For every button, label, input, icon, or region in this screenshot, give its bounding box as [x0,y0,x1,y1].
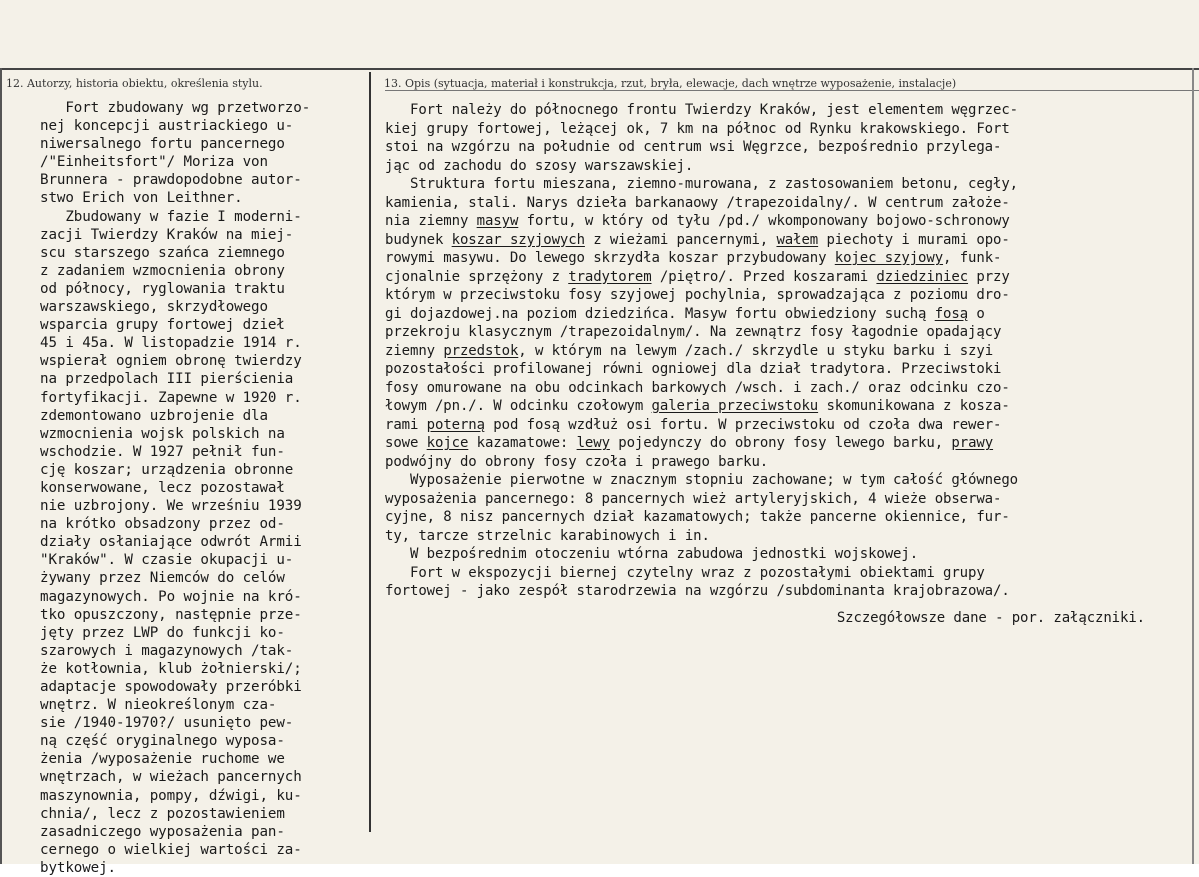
description-line [385,397,1185,416]
text-segment: stoi na wzgórzu na południe od centrum wsi Węgrzce, bezpośrednio przylega- [385,139,1002,155]
text-segment: wyposażenia pancernego: 8 pancernych wież artyleryjskich, 4 wieże obserwa- [385,490,1002,507]
text-segment: nia ziemny [385,213,477,229]
right-border [1192,68,1194,864]
text-segment: cyjne, 8 nisz pancernych dział kazamatowych; także pancerne okiennice, fur- [385,509,1010,525]
history-line: wnętrzach, w wieżach pancernych [40,769,302,786]
text-segment: jąc od zachodu do szosy warszawskiej. [385,157,694,174]
history-line: żywany przez Niemców do celów [40,570,285,587]
description-column [385,101,1185,627]
description-line [385,342,1185,361]
left-border [0,68,2,864]
text-segment: fortowej - jako zespół starodrzewia na wzgórzu /subdominanta krajobrazowa/. [385,583,1010,599]
text-segment: z wieżami pancernymi, [584,231,777,248]
text-segment: łowym /pn./. W odcinku czołowym [385,398,652,414]
text-segment: sowe [385,435,427,451]
text-segment: pojedynczy do obrony fosy lewego barku, [609,435,952,451]
text-segment: Fort należy do północnego frontu Twierdzy Kraków, jest elementem węgrzec- [385,102,1018,118]
text-segment: cjonalnie sprzężony z [385,268,569,285]
history-line: niwersalnego fortu pancernego [40,136,285,153]
text-segment: fortu, w który od tyłu /pd./ wkomponowany bojowo-schronowy [518,213,1010,229]
description-line [385,323,1185,342]
underlined-term: tradytorem [568,268,652,285]
history-line: zdemontowano uzbrojenie dla [40,407,268,424]
history-line: fortyfikacji. Zapewne w 1920 r. [40,389,302,406]
history-line: stwo Erich von Leithner. [40,190,243,207]
history-line: "Kraków". W czasie okupacji u- [40,552,294,569]
text-segment: pozostałości profilowanej równi ogniowej dla dział tradytora. Przeciwstoki [385,361,1002,377]
text-segment: ty, tarcze strzelnic karabinowych i in. [385,527,710,544]
history-line: wschodzie. W 1927 pełnił fun- [40,443,285,460]
text-segment: kazamatowe: [468,435,577,451]
history-column [40,99,368,877]
text-segment: , w którym na lewym /zach./ skrzydle u styku barku i szyi [518,342,994,359]
history-line: od północy, ryglowania traktu [40,280,285,297]
history-line: bytkowej. [40,859,116,876]
description-line [385,175,1185,194]
column-divider [369,72,371,832]
history-line: na przedpolach III pierścienia [40,371,294,388]
history-line: nej koncepcji austriackiego u- [40,118,294,135]
text-segment: skomunikowana z kosza- [818,398,1010,414]
text-segment: pod fosą wzdłuż osi fortu. W przeciwstoku od czoła dwa rewer- [484,416,1002,433]
history-line: maszynownia, pompy, dźwigi, ku- [40,787,302,804]
text-segment: fosy omurowane na obu odcinkach barkowych /wsch. i zach./ oraz odcinku czo- [385,379,1010,396]
underlined-term: kojec szyjowy [834,250,944,266]
text-segment: ziemny [385,342,444,359]
text-segment: /piętro/. Przed koszarami [651,268,877,285]
history-line: adaptacje spowodowały przeróbki [40,679,302,695]
references-note: Szczegółowsze dane - por. załączniki. [836,609,1145,626]
text-segment: rami [385,416,427,433]
description-line [385,582,1185,601]
history-line: zasadniczego wyposażenia pan- [40,823,285,840]
history-line: wzmocnienia wojsk polskich na [40,425,285,442]
text-segment: kiej grupy fortowej, leżącej ok, 7 km na północ od Rynku krakowskiego. Fort [385,120,1010,137]
text-segment: Fort w ekspozycji biernej czytelny wraz z pozostałymi obiektami grupy [385,564,985,581]
description-line [385,212,1185,231]
description-line [385,305,1185,324]
description-line [385,416,1185,435]
history-line: wspierał ogniem obronę twierdzy [40,353,302,370]
text-segment: przy [968,268,1010,285]
text-segment: kamienia, stali. Narys dzieła barkanaowy /trapezoidalny/. W centrum założe- [385,194,1010,211]
description-line [385,564,1185,583]
history-line: wnętrz. W nieokreślonym cza- [40,697,277,714]
description-line [385,120,1185,139]
underlined-term: dziedziniec [876,268,969,285]
history-line: 45 i 45a. W listopadzie 1914 r. [40,335,302,352]
section-12-header: 12. Autorzy, historia obiektu, określenia stylu. [6,77,263,90]
underlined-term: wałem [776,231,819,248]
text-segment: podwójny do obrony fosy czoła i prawego barku. [385,453,769,470]
history-line: Brunnera - prawdopodobne autor- [40,172,302,189]
description-line [385,101,1185,120]
history-line: warszawskiego, skrzydłowego [40,299,268,316]
description-line [385,138,1185,157]
description-line [385,508,1185,527]
underlined-term: poterną [426,416,485,433]
description-line [385,360,1185,379]
right-header-rule [385,90,1199,91]
history-line: że kotłownia, klub żołnierski/; [40,660,302,677]
history-line: Zbudowany w fazie I moderni- [40,208,302,225]
description-line [385,157,1185,176]
history-line: Fort zbudowany wg przetworzo- [40,100,311,116]
history-line: działy osłaniające odwrót Armii [40,534,302,551]
text-segment: rowymi masywu. Do lewego skrzydła koszar przybudowany [385,250,835,266]
underlined-term: lewy [576,435,610,451]
underlined-term: galeria przeciwstoku [651,398,819,414]
text-segment: przekroju klasycznym /trapezoidalnym/. Na zewnątrz fosy łagodnie opadający [385,324,1002,340]
description-line [385,453,1185,472]
history-line: ną część oryginalnego wyposa- [40,733,285,750]
description-line [385,268,1185,287]
underlined-term: przedstok [443,342,519,359]
history-line: jęty przez LWP do funkcji ko- [40,624,285,641]
history-line: wsparcia grupy fortowej dzieł [40,317,285,334]
description-line [385,527,1185,546]
history-line: chnia/, lecz z pozostawieniem [40,805,285,822]
underlined-term: koszar szyjowych [451,231,585,248]
underlined-term: prawy [951,435,994,451]
description-line [385,231,1185,250]
text-segment: Wyposażenie pierwotne w znacznym stopniu zachowane; w tym całość głównego [385,472,1018,488]
text-segment: Struktura fortu mieszana, ziemno-murowana, z zastosowaniem betonu, cegły, [385,176,1018,192]
history-line: cję koszar; urządzenia obronne [40,461,294,478]
description-line [385,545,1185,564]
underlined-term: kojce [426,435,469,451]
history-line: z zadaniem wzmocnienia obrony [40,262,285,279]
history-line: cernego o wielkiej wartości za- [40,841,302,858]
history-line: scu starszego szańca ziemnego [40,244,285,261]
description-line [385,194,1185,213]
description-line [385,434,1185,453]
underlined-term: fosą [934,305,969,322]
history-line: nie uzbrojony. We wrześniu 1939 [40,498,302,515]
text-segment: piechoty i murami opo- [818,231,1010,248]
text-segment: , funk- [943,250,1002,266]
history-line: szarowych i magazynowych /tak- [40,642,294,659]
text-segment: budynek [385,231,452,248]
history-line: konserwowane, lecz pozostawał [40,479,285,496]
history-line: sie /1940-1970?/ usunięto pew- [40,715,294,732]
text-segment: gi dojazdowej.na poziom dziedzińca. Masyw fortu obwiedziony suchą [385,305,935,322]
top-rule [0,68,1199,70]
history-line: na krótko obsadzony przez od- [40,516,285,533]
text-segment: o [968,305,985,322]
description-line [385,471,1185,490]
description-line [385,379,1185,398]
description-line [385,490,1185,509]
text-segment: którym w przeciwstoku fosy szyjowej pochylnia, sprowadzająca z poziomu dro- [385,287,1010,303]
history-line: tko opuszczony, następnie prze- [40,606,302,623]
underlined-term: masyw [476,213,519,229]
history-line: magazynowych. Po wojnie na kró- [40,588,302,605]
history-line: żenia /wyposażenie ruchome we [40,751,285,768]
section-13-header: 13. Opis (sytuacja, materiał i konstrukcja, rzut, bryła, elewacje, dach wnętrze wyposażenie, instalacje) [384,77,957,90]
description-line [385,286,1185,305]
history-line: /"Einheitsfort"/ Moriza von [40,154,268,171]
description-line [385,249,1185,268]
history-line: zacji Twierdzy Kraków na miej- [40,226,294,243]
text-segment: W bezpośrednim otoczeniu wtórna zabudowa jednostki wojskowej. [385,546,919,562]
